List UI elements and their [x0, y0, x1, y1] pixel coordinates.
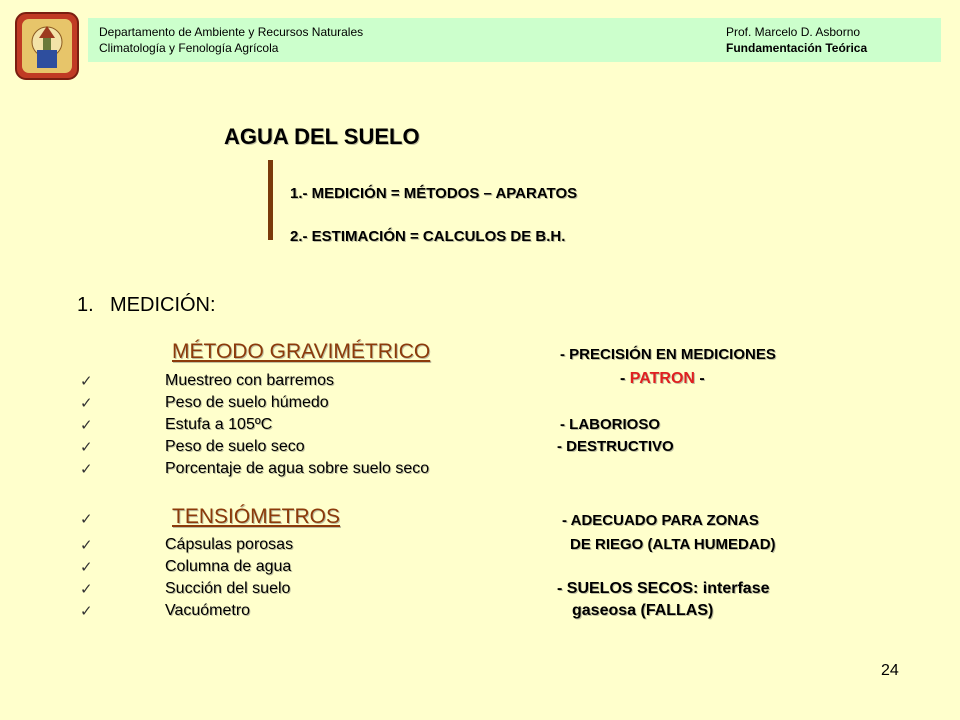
header-topic: Fundamentación Teórica [726, 41, 868, 55]
gravimetric-item: Porcentaje de agua sobre suelo seco [165, 460, 430, 477]
check-icon: ✓ [80, 511, 93, 528]
check-icon: ✓ [80, 559, 93, 576]
check-icon: ✓ [80, 417, 93, 434]
check-icon: ✓ [80, 581, 93, 598]
header-department: Departamento de Ambiente y Recursos Naturales [99, 25, 364, 39]
note-laborioso: - LABORIOSO [560, 416, 660, 433]
subtitle-medicion: 1.- MEDICIÓN = MÉTODOS – APARATOS [290, 185, 578, 202]
gravimetric-item: Peso de suelo húmedo [165, 394, 329, 411]
tensiometer-item: Succión del suelo [165, 580, 291, 597]
section-heading: MEDICIÓN: [110, 294, 216, 316]
tensiometer-item: Cápsulas porosas [165, 536, 294, 553]
header-professor: Prof. Marcelo D. Asborno [726, 25, 861, 39]
note-fallas: gaseosa (FALLAS) [572, 602, 714, 619]
note-riego: DE RIEGO (ALTA HUMEDAD) [570, 536, 776, 553]
tensiometer-item: Columna de agua [165, 558, 292, 575]
gravimetric-item: Estufa a 105ºC [165, 416, 273, 433]
check-icon: ✓ [80, 603, 93, 620]
note-adecuado: - ADECUADO PARA ZONAS [562, 512, 759, 529]
header-band [88, 18, 941, 62]
check-icon: ✓ [80, 373, 93, 390]
check-icon: ✓ [80, 395, 93, 412]
header-course: Climatología y Fenología Agrícola [99, 41, 279, 55]
tensiometers-heading: TENSIÓMETROS [172, 505, 341, 528]
gravimetric-item: Muestreo con barremos [165, 372, 334, 389]
note-destructivo: - DESTRUCTIVO [557, 438, 674, 455]
note-suelos-secos: - SUELOS SECOS: interfase [557, 580, 770, 597]
check-icon: ✓ [80, 439, 93, 456]
subtitle-estimacion: 2.- ESTIMACIÓN = CALCULOS DE B.H. [290, 228, 566, 245]
university-seal-icon [15, 12, 79, 80]
check-icon: ✓ [80, 461, 93, 478]
page-title: AGUA DEL SUELO [224, 124, 420, 149]
gravimetric-item: Peso de suelo seco [165, 438, 305, 455]
note-patron: - PATRON - [620, 370, 705, 387]
brace-divider [268, 160, 273, 240]
gravimetric-heading: MÉTODO GRAVIMÉTRICO [172, 340, 431, 363]
check-icon: ✓ [80, 537, 93, 554]
section-number: 1. [77, 294, 94, 316]
page-number: 24 [881, 662, 899, 679]
tensiometer-item: Vacuómetro [165, 602, 251, 619]
note-precision: - PRECISIÓN EN MEDICIONES [560, 346, 776, 363]
